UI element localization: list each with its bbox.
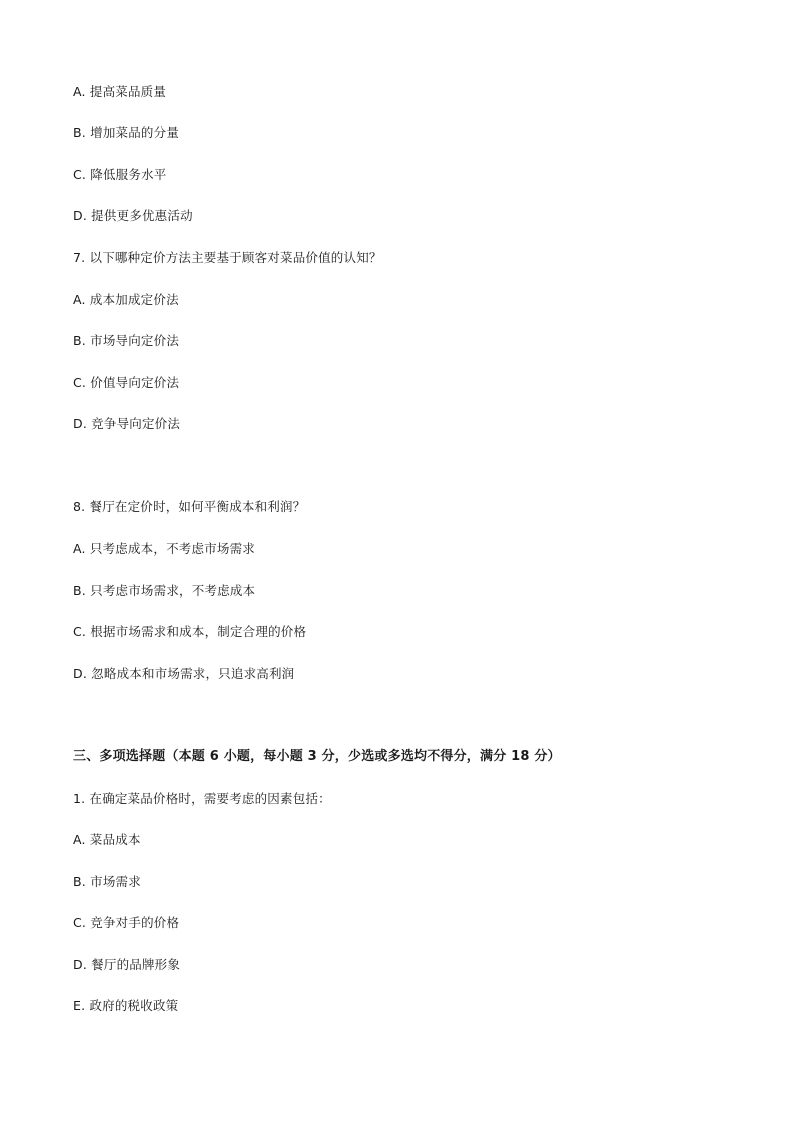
mc1-option-a: A. 菜品成本 bbox=[73, 832, 141, 847]
question-8: 8. 餐厅在定价时，如何平衡成本和利润？ bbox=[73, 499, 306, 514]
mc1-option-b: B. 市场需求 bbox=[73, 874, 141, 889]
q7-option-d: D. 竞争导向定价法 bbox=[73, 416, 181, 431]
q7-option-c: C. 价值导向定价法 bbox=[73, 375, 180, 390]
q6-option-a: A. 提高菜品质量 bbox=[73, 84, 167, 99]
q8-option-b: B. 只考虑市场需求，不考虑成本 bbox=[73, 583, 256, 598]
q7-option-b: B. 市场导向定价法 bbox=[73, 333, 180, 348]
q8-option-c: C. 根据市场需求和成本，制定合理的价格 bbox=[73, 624, 307, 639]
question-7: 7. 以下哪种定价方法主要基于顾客对菜品价值的认知？ bbox=[73, 250, 382, 265]
mc1-option-c: C. 竞争对手的价格 bbox=[73, 915, 180, 930]
q7-option-a: A. 成本加成定价法 bbox=[73, 292, 179, 307]
section-heading-multiple-choice: 三、多项选择题（本题 6 小题，每小题 3 分，少选或多选均不得分，满分 18 分） bbox=[73, 749, 561, 764]
mc1-option-e: E. 政府的税收政策 bbox=[73, 998, 179, 1013]
q8-option-d: D. 忽略成本和市场需求，只追求高利润 bbox=[73, 666, 295, 681]
q6-option-b: B. 增加菜品的分量 bbox=[73, 125, 180, 140]
q8-option-a: A. 只考虑成本，不考虑市场需求 bbox=[73, 541, 255, 556]
q6-option-c: C. 降低服务水平 bbox=[73, 167, 167, 182]
mc1-option-d: D. 餐厅的品牌形象 bbox=[73, 957, 181, 972]
q6-option-d: D. 提供更多优惠活动 bbox=[73, 208, 193, 223]
mc-question-1: 1. 在确定菜品价格时，需要考虑的因素包括： bbox=[73, 791, 331, 806]
